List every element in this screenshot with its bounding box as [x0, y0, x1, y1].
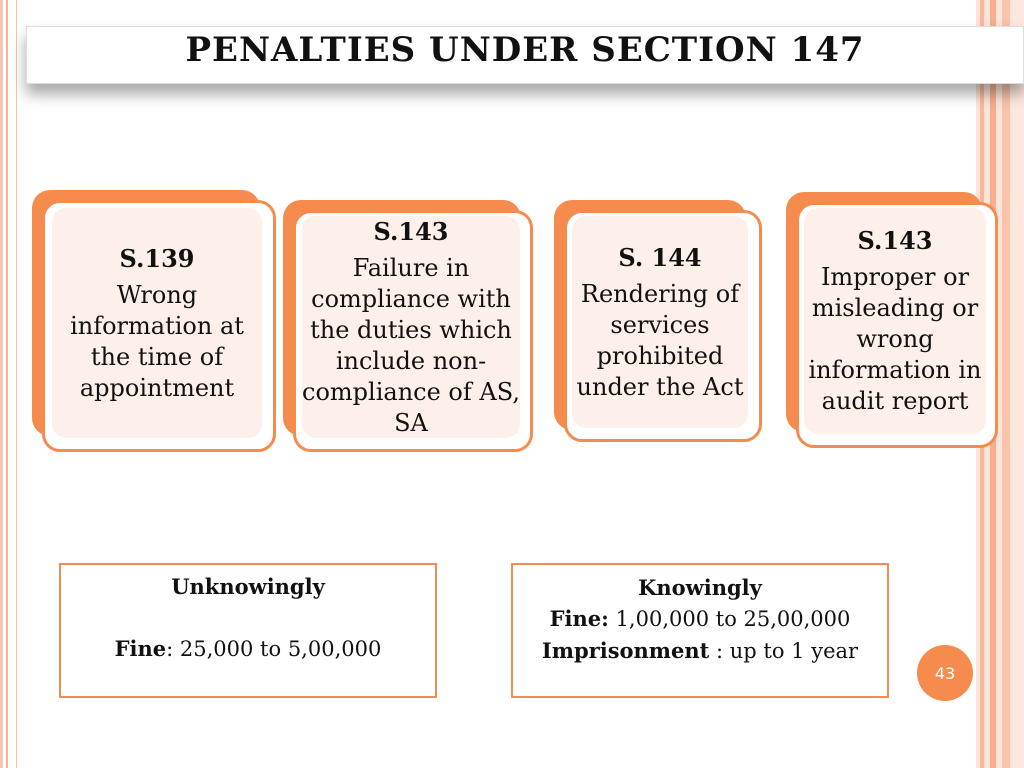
fine-value: 1,00,000 to 25,00,000 — [608, 607, 851, 631]
card-description: Improper or misleading or wrong information in audit report — [808, 263, 982, 415]
card-code: S.139 — [119, 243, 195, 273]
page-number-badge: 43 — [917, 645, 973, 701]
fine-value: : 25,000 to 5,00,000 — [166, 637, 382, 661]
unknowingly-heading: Unknowingly — [171, 574, 325, 599]
knowingly-penalty-box — [511, 563, 889, 698]
slide-title: PENALTIES UNDER SECTION 147 — [185, 30, 865, 70]
card-description: Wrong information at the time of appointment — [70, 280, 244, 402]
fine-label: Fine: — [549, 606, 609, 631]
card-code: S.143 — [857, 226, 933, 255]
unknowingly-fine — [61, 633, 435, 665]
left-decorative-border — [0, 0, 17, 768]
imprisonment-value: : up to 1 year — [709, 639, 859, 663]
unknowingly-penalty-box — [59, 563, 437, 698]
imprisonment-label: Imprisonment — [541, 638, 710, 663]
card-code: S. 144 — [618, 242, 702, 272]
knowingly-fine — [513, 603, 887, 635]
card-description: Failure in compliance with the duties which include non-compliance of AS, SA — [302, 253, 520, 437]
knowingly-imprisonment — [513, 635, 887, 667]
fine-label: Fine — [114, 636, 167, 661]
card-description: Rendering of services prohibited under the Act — [576, 279, 744, 401]
card-code: S.143 — [373, 216, 449, 246]
knowingly-heading: Knowingly — [638, 575, 762, 600]
